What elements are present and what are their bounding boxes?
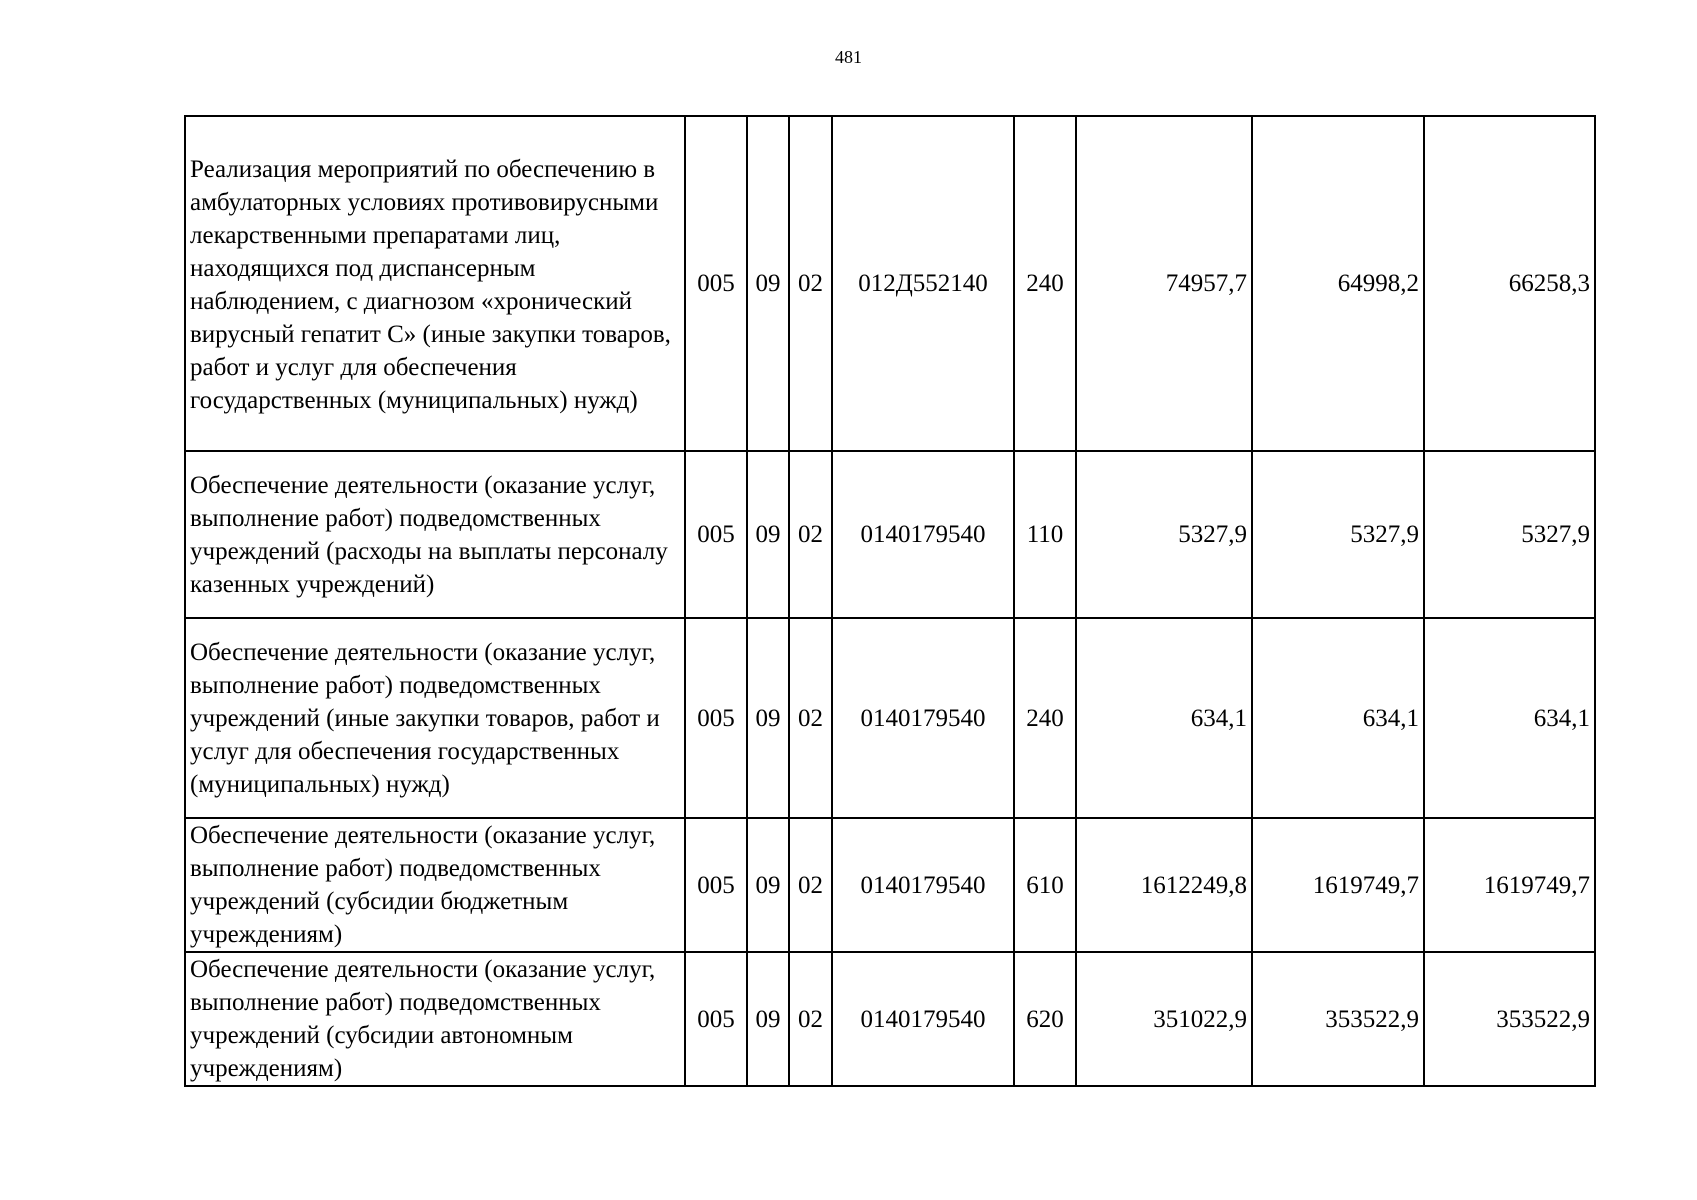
amount-year-1: 5327,9 <box>1076 451 1252 618</box>
amount-year-2: 5327,9 <box>1252 451 1424 618</box>
ministry-code: 005 <box>685 451 747 618</box>
subsection-code: 02 <box>789 818 832 952</box>
ministry-code: 005 <box>685 116 747 451</box>
amount-year-3: 1619749,7 <box>1424 818 1595 952</box>
section-code: 09 <box>747 952 789 1086</box>
amount-year-3: 66258,3 <box>1424 116 1595 451</box>
table-row <box>185 618 1595 818</box>
target-article-code: 0140179540 <box>832 818 1014 952</box>
ministry-code: 005 <box>685 952 747 1086</box>
amount-year-1: 351022,9 <box>1076 952 1252 1086</box>
expense-type-code: 240 <box>1014 618 1076 818</box>
section-code: 09 <box>747 618 789 818</box>
amount-year-1: 1612249,8 <box>1076 818 1252 952</box>
amount-year-2: 634,1 <box>1252 618 1424 818</box>
amount-year-3: 634,1 <box>1424 618 1595 818</box>
table-row <box>185 818 1595 952</box>
section-code: 09 <box>747 116 789 451</box>
amount-year-3: 353522,9 <box>1424 952 1595 1086</box>
table-row <box>185 116 1595 451</box>
subsection-code: 02 <box>789 618 832 818</box>
expense-type-code: 610 <box>1014 818 1076 952</box>
row-description: Реализация мероприятий по обеспечению в амбулаторных условиях противовирусными лекарственными препаратами лиц, находящихся под диспансерным наблюдением, с диагнозом «хронический вирусный гепатит С» (иные закупки товаров, работ и услуг для обеспечения государственных (муниципальных) нужд) <box>185 116 685 451</box>
expense-type-code: 240 <box>1014 116 1076 451</box>
ministry-code: 005 <box>685 618 747 818</box>
subsection-code: 02 <box>789 451 832 618</box>
row-description: Обеспечение деятельности (оказание услуг, выполнение работ) подведомственных учреждений (субсидии автономным учреждениям) <box>185 952 685 1086</box>
section-code: 09 <box>747 818 789 952</box>
amount-year-1: 74957,7 <box>1076 116 1252 451</box>
amount-year-2: 353522,9 <box>1252 952 1424 1086</box>
expense-type-code: 110 <box>1014 451 1076 618</box>
row-description: Обеспечение деятельности (оказание услуг, выполнение работ) подведомственных учреждений (расходы на выплаты персоналу казенных учреждений) <box>185 451 685 618</box>
amount-year-2: 64998,2 <box>1252 116 1424 451</box>
budget-table <box>184 115 1596 1087</box>
row-description: Обеспечение деятельности (оказание услуг, выполнение работ) подведомственных учреждений (субсидии бюджетным учреждениям) <box>185 818 685 952</box>
amount-year-1: 634,1 <box>1076 618 1252 818</box>
page-number: 481 <box>835 47 862 67</box>
row-description: Обеспечение деятельности (оказание услуг, выполнение работ) подведомственных учреждений (иные закупки товаров, работ и услуг для обеспечения государственных (муниципальных) нужд) <box>185 618 685 818</box>
table-row <box>185 952 1595 1086</box>
target-article-code: 0140179540 <box>832 451 1014 618</box>
subsection-code: 02 <box>789 952 832 1086</box>
expense-type-code: 620 <box>1014 952 1076 1086</box>
target-article-code: 012Д552140 <box>832 116 1014 451</box>
section-code: 09 <box>747 451 789 618</box>
ministry-code: 005 <box>685 818 747 952</box>
amount-year-3: 5327,9 <box>1424 451 1595 618</box>
subsection-code: 02 <box>789 116 832 451</box>
amount-year-2: 1619749,7 <box>1252 818 1424 952</box>
table-row <box>185 451 1595 618</box>
target-article-code: 0140179540 <box>832 618 1014 818</box>
target-article-code: 0140179540 <box>832 952 1014 1086</box>
